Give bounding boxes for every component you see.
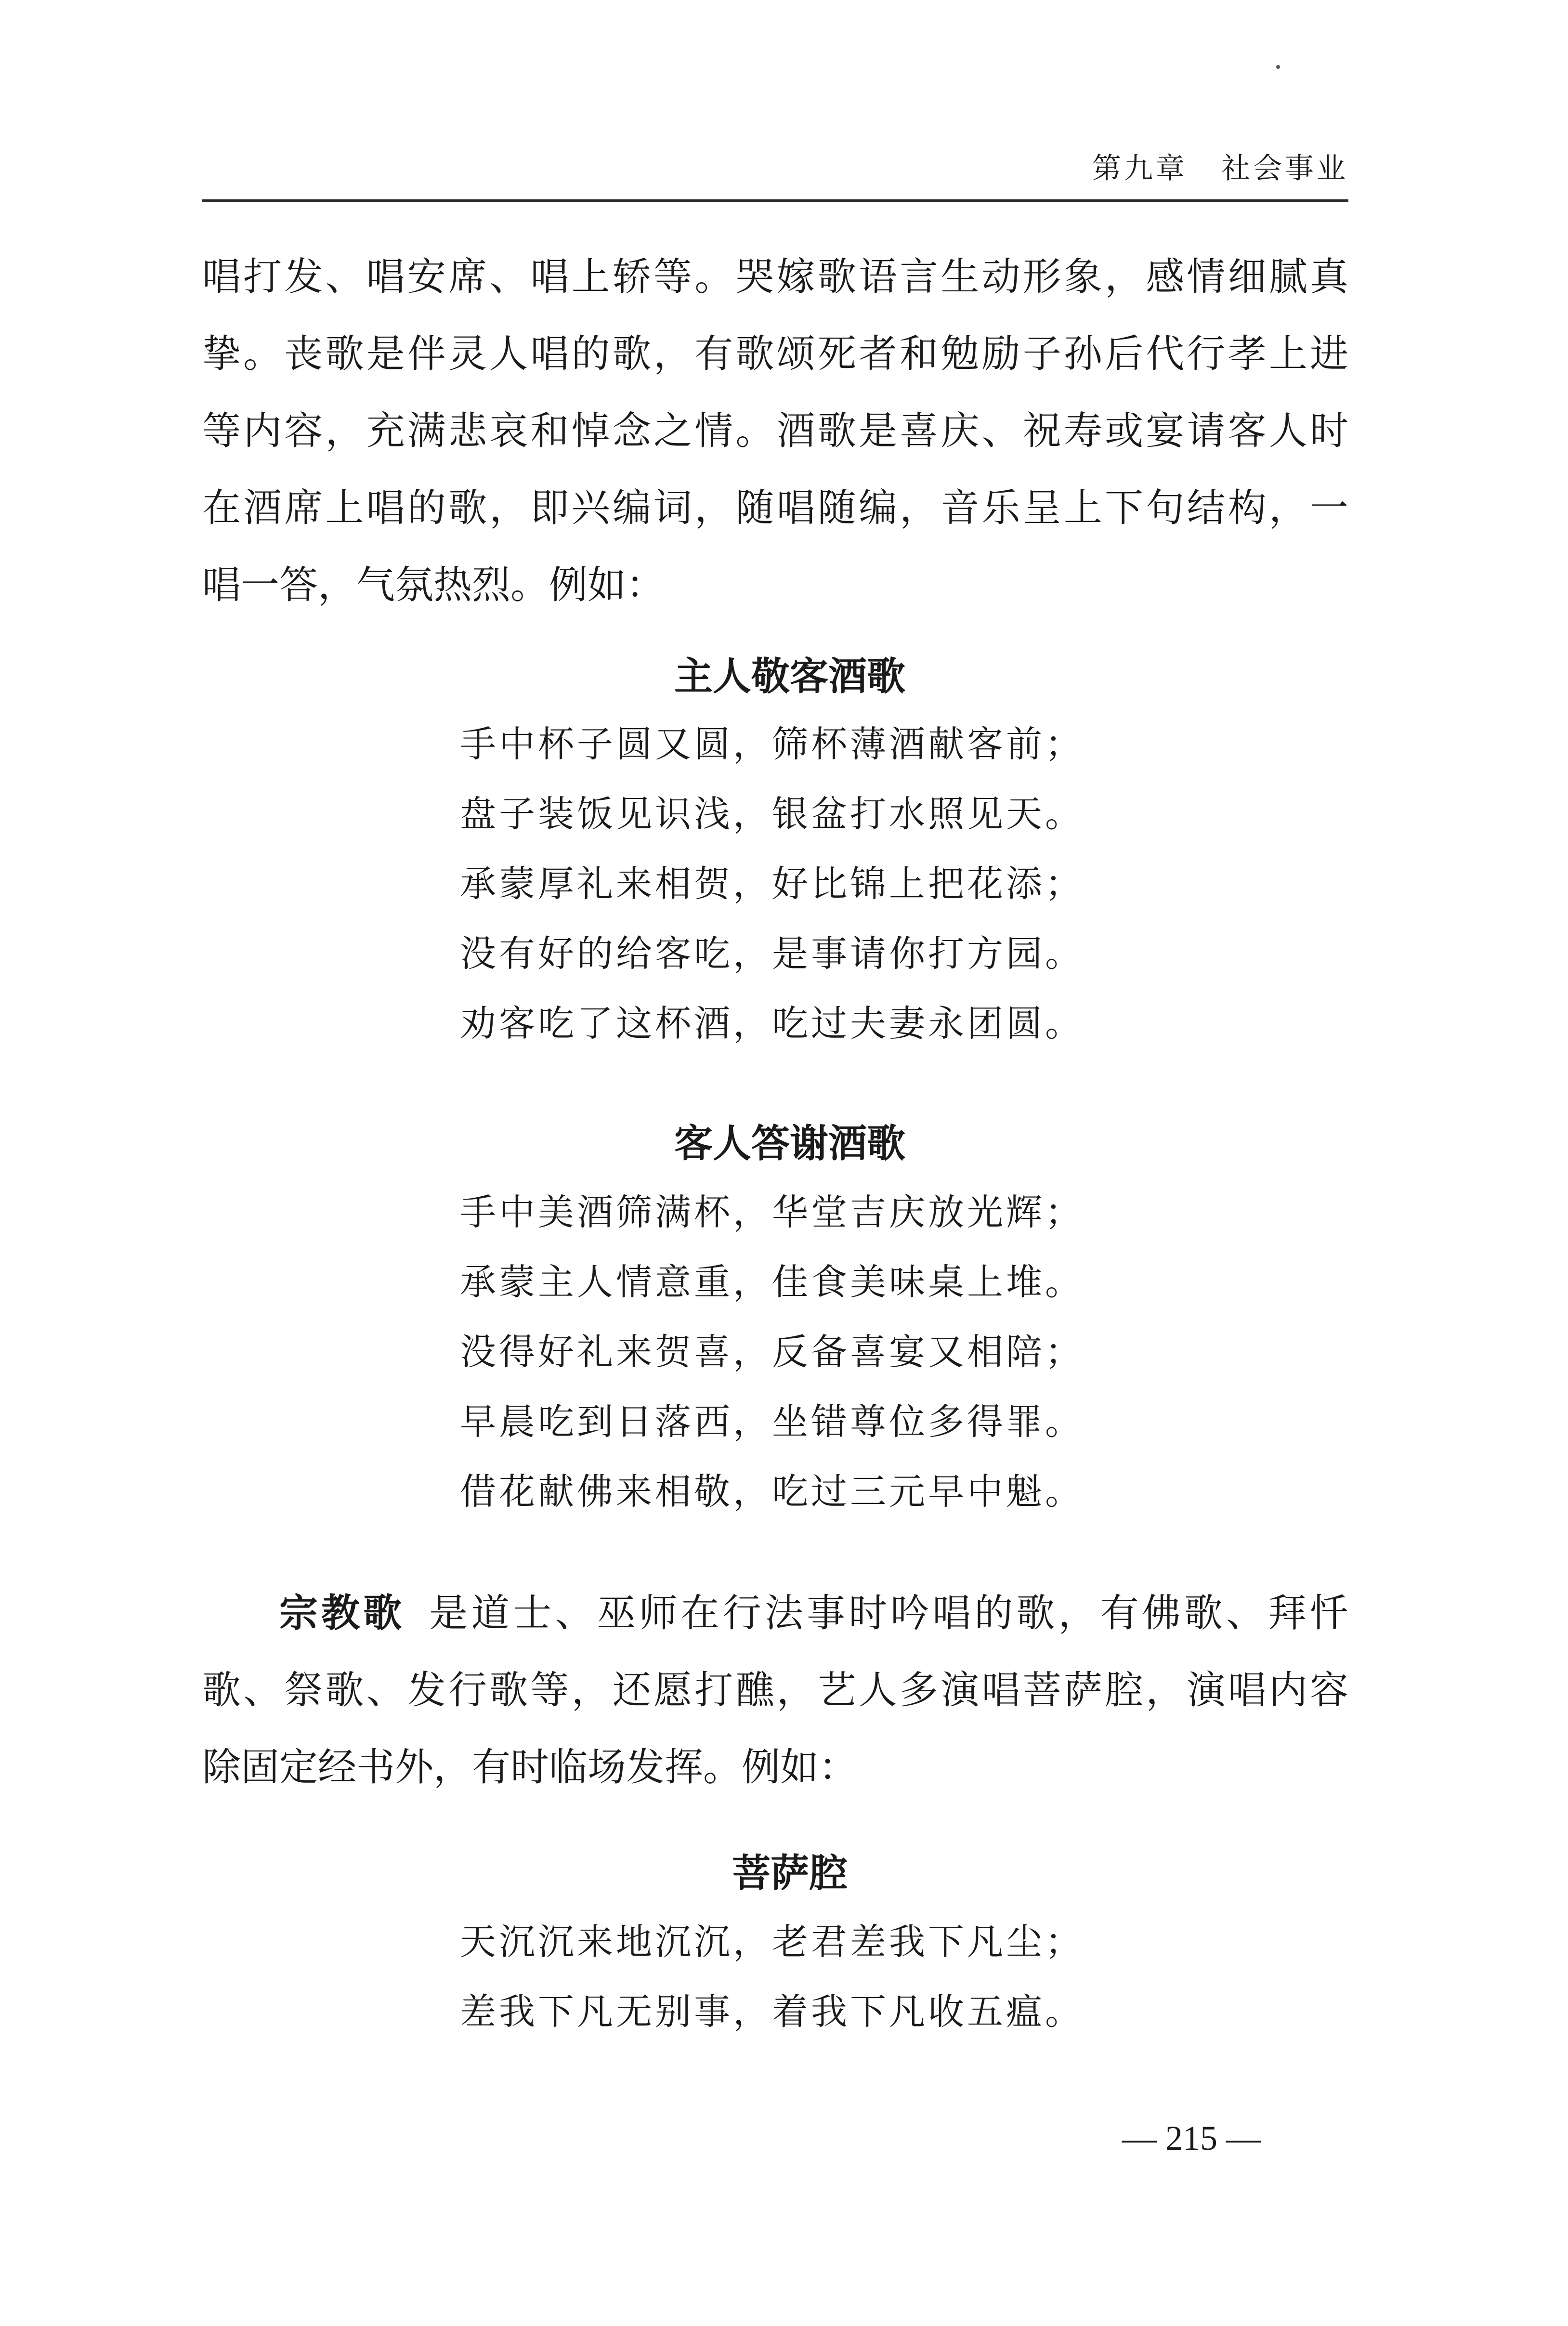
paragraph-line: 唱一答，气氛热烈。例如： — [202, 562, 665, 607]
paragraph-line: 等内容，充满悲哀和悼念之情。酒歌是喜庆、祝寿或宴请客人时 — [202, 408, 1348, 453]
poem-line: 承蒙厚礼来相贺，好比锦上把花添； — [460, 862, 1085, 905]
poem-guest-thanks — [460, 1177, 1134, 1527]
poem-line: 差我下凡无别事，着我下凡收五瘟。 — [460, 1990, 1085, 2033]
paragraph-line: 在酒席上唱的歌，即兴编词，随唱随编，音乐呈上下句结构，一 — [202, 485, 1348, 530]
poem-line: 手中美酒筛满杯，华堂吉庆放光辉； — [460, 1191, 1085, 1233]
paragraph-line: 除固定经书外，有时临场发挥。例如： — [202, 1745, 857, 1790]
poem-title-bodhisattva: 菩萨腔 — [732, 1851, 848, 1895]
section-label: 社会事业 — [1221, 152, 1348, 185]
poem-title-host-toast: 主人敬客酒歌 — [674, 654, 905, 699]
paragraph-line: 唱打发、唱安席、唱上轿等。哭嫁歌语言生动形象，感情细腻真 — [202, 254, 1348, 299]
paragraph-wine-songs — [202, 238, 1348, 624]
poem-line: 手中杯子圆又圆，筛杯薄酒献客前； — [460, 723, 1085, 765]
poem-bodhisattva — [460, 1907, 1134, 2047]
poem-line: 借花献佛来相敬，吃过三元早中魁。 — [460, 1470, 1085, 1513]
poem-line: 盘子装饭见识浅，银盆打水照见天。 — [460, 793, 1085, 835]
poem-line: 天沉沉来地沉沉，老君差我下凡尘； — [460, 1921, 1085, 1963]
poem-line: 劝客吃了这杯酒，吃过夫妻永团圆。 — [460, 1002, 1085, 1045]
poem-line: 承蒙主人情意重，佳食美味桌上堆。 — [460, 1261, 1085, 1303]
running-header — [202, 149, 1348, 202]
term-definition: 是道士、巫师在行法事时吟唱的歌，有佛歌、拜忏 — [429, 1591, 1348, 1635]
paragraph-line — [202, 1575, 1348, 1652]
print-speck — [1276, 65, 1280, 69]
poem-title-guest-thanks: 客人答谢酒歌 — [674, 1121, 905, 1166]
header-text — [1092, 149, 1348, 188]
poem-host-toast — [460, 709, 1134, 1058]
paragraph-line: 挚。丧歌是伴灵人唱的歌，有歌颂死者和勉励子孙后代行孝上进 — [202, 331, 1348, 376]
page-number: — 215 — — [1122, 2119, 1261, 2157]
poem-line: 早晨吃到日落西，坐错尊位多得罪。 — [460, 1400, 1085, 1443]
poem-line: 没有好的给客吃，是事请你打方园。 — [460, 932, 1085, 975]
chapter-label: 第九章 — [1092, 152, 1188, 185]
poem-line: 没得好礼来贺喜，反备喜宴又相陪； — [460, 1331, 1085, 1373]
paragraph-religious-songs — [202, 1575, 1348, 1806]
term-religious-song: 宗教歌 — [279, 1591, 405, 1635]
paragraph-line: 歌、祭歌、发行歌等，还愿打醮，艺人多演唱菩萨腔，演唱内容 — [202, 1668, 1348, 1712]
